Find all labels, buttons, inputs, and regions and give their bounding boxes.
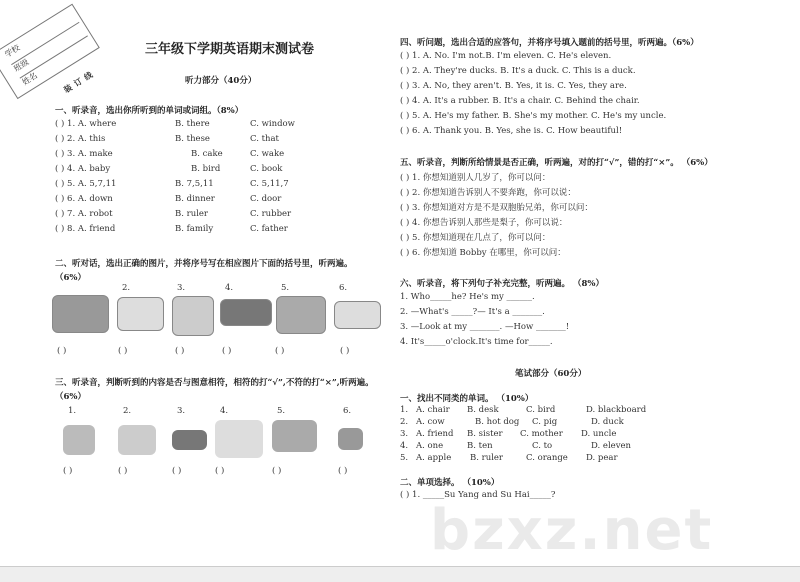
question-option: B. there bbox=[175, 119, 210, 129]
question-option: ( ) 2. A. this bbox=[55, 134, 106, 144]
question-row: ( ) 4. A. It's a rubber. B. It's a chair. C. Behind the chair. bbox=[400, 96, 640, 106]
word-option: C. mother bbox=[520, 429, 563, 439]
word-option: 1. bbox=[400, 405, 409, 415]
question-row: ( ) 1. A. No. I'm not.B. I'm eleven. C. He's eleven. bbox=[400, 51, 612, 61]
word-option: B. desk bbox=[467, 405, 499, 415]
question-option: C. door bbox=[250, 194, 282, 204]
word-option: A. apple bbox=[416, 453, 452, 463]
section2-heading: 二、听对话，选出正确的图片，并将序号写在相应图片下面的括号里，听两遍。 bbox=[55, 259, 353, 269]
picture-number: 5. bbox=[281, 283, 290, 293]
question-option: B. these bbox=[175, 134, 210, 144]
word-option: A. chair bbox=[416, 405, 450, 415]
word-option: C. to bbox=[532, 441, 553, 451]
question-option: C. that bbox=[250, 134, 279, 144]
word-option: D. uncle bbox=[581, 429, 617, 439]
picture-2 bbox=[117, 297, 164, 331]
word-option: 4. bbox=[400, 441, 409, 451]
section1-heading: 一、听录音，选出你所听到的单词或词组。（8%） bbox=[55, 106, 244, 116]
question-option: C. book bbox=[250, 164, 283, 174]
question-row: ( ) 5. A. He's my father. B. She's my mother. C. He's my uncle. bbox=[400, 111, 667, 121]
picture-3 bbox=[172, 296, 214, 336]
picture-6 bbox=[338, 428, 363, 450]
question-row: ( ) 4. 你想告诉别人那些是梨子，你可以说： bbox=[400, 218, 568, 228]
picture-number: 3. bbox=[177, 283, 186, 293]
picture-1 bbox=[63, 425, 95, 455]
written-section2-row: ( ) 1. _____Su Yang and Su Hai_____? bbox=[400, 490, 556, 500]
word-option: A. cow bbox=[416, 417, 445, 427]
word-option: B. ruler bbox=[470, 453, 503, 463]
word-option: C. bird bbox=[526, 405, 556, 415]
picture-number: 4. bbox=[220, 406, 229, 416]
word-option: D. pear bbox=[586, 453, 618, 463]
question-row: ( ) 1. 你想知道别人几岁了，你可以问： bbox=[400, 173, 551, 183]
answer-parens: ( ) bbox=[275, 346, 285, 356]
picture-5 bbox=[272, 420, 317, 452]
section3-score: （6%） bbox=[55, 392, 86, 402]
word-option: D. eleven bbox=[591, 441, 632, 451]
picture-number: 5. bbox=[277, 406, 286, 416]
written-section1-heading: 一、找出不同类的单词。 （10%） bbox=[400, 394, 534, 404]
answer-parens: ( ) bbox=[338, 466, 348, 476]
question-option: ( ) 4. A. baby bbox=[55, 164, 111, 174]
question-option: B. family bbox=[175, 224, 214, 234]
word-option: C. orange bbox=[526, 453, 568, 463]
question-option: B. dinner bbox=[175, 194, 215, 204]
question-option: ( ) 1. A. where bbox=[55, 119, 117, 129]
picture-1 bbox=[52, 295, 109, 333]
word-option: B. sister bbox=[467, 429, 503, 439]
picture-number: 6. bbox=[343, 406, 352, 416]
question-option: ( ) 5. A. 5,7,11 bbox=[55, 179, 117, 189]
class-label: 班级 bbox=[11, 22, 85, 75]
written-title: 笔试部分（60分） bbox=[515, 369, 587, 379]
picture-number: 4. bbox=[225, 283, 234, 293]
answer-parens: ( ) bbox=[118, 346, 128, 356]
section2-score: （6%） bbox=[55, 273, 86, 283]
answer-parens: ( ) bbox=[215, 466, 225, 476]
question-row: ( ) 5. 你想知道现在几点了，你可以问： bbox=[400, 233, 551, 243]
question-row: ( ) 2. 你想知道告诉别人不要奔跑，你可以说： bbox=[400, 188, 576, 198]
picture-5 bbox=[276, 296, 326, 334]
word-option: 2. bbox=[400, 417, 409, 427]
question-option: ( ) 6. A. down bbox=[55, 194, 113, 204]
word-option: 3. bbox=[400, 429, 409, 439]
question-option: C. rubber bbox=[250, 209, 292, 219]
listening-title: 听力部分（40分） bbox=[185, 76, 257, 86]
word-option: A. one bbox=[416, 441, 444, 451]
question-row: ( ) 2. A. They're ducks. B. It's a duck. C. This is a duck. bbox=[400, 66, 636, 76]
written-section2-heading: 二、单项选择。 （10%） bbox=[400, 478, 500, 488]
question-option: C. father bbox=[250, 224, 288, 234]
picture-4 bbox=[215, 420, 263, 458]
answer-parens: ( ) bbox=[222, 346, 232, 356]
question-option: C. 5,11,7 bbox=[250, 179, 289, 189]
question-row: ( ) 3. A. No, they aren't. B. Yes, it is. C. Yes, they are. bbox=[400, 81, 627, 91]
question-row: ( ) 6. A. Thank you. B. Yes, she is. C. How beautiful! bbox=[400, 126, 623, 136]
question-row: 4. It's_____o'clock.It's time for_____. bbox=[400, 337, 553, 347]
word-option: B. hot dog bbox=[475, 417, 520, 427]
question-row: ( ) 6. 你想知道 Bobby 在哪里，你可以问： bbox=[400, 248, 566, 258]
answer-parens: ( ) bbox=[175, 346, 185, 356]
page-title: 三年级下学期英语期末测试卷 bbox=[145, 42, 315, 57]
question-option: C. window bbox=[250, 119, 295, 129]
picture-2 bbox=[118, 425, 156, 455]
answer-parens: ( ) bbox=[118, 466, 128, 476]
question-option: C. wake bbox=[250, 149, 285, 159]
binding-line-label: 装订线 bbox=[61, 67, 98, 95]
section3-heading: 三、听录音，判断听到的内容是否与图意相符，相符的打“√”,不符的打“×”,听两遍。 bbox=[55, 378, 374, 388]
picture-6 bbox=[334, 301, 381, 329]
answer-parens: ( ) bbox=[340, 346, 350, 356]
picture-number: 3. bbox=[177, 406, 186, 416]
picture-number: 1. bbox=[68, 406, 77, 416]
question-row: 3. —Look at my _______. —How _______! bbox=[400, 322, 570, 332]
answer-parens: ( ) bbox=[172, 466, 182, 476]
page-bottom-bar bbox=[0, 566, 800, 582]
question-option: B. cake bbox=[191, 149, 223, 159]
picture-3 bbox=[172, 430, 207, 450]
question-option: B. bird bbox=[191, 164, 221, 174]
word-option: 5. bbox=[400, 453, 409, 463]
word-option: D. duck bbox=[591, 417, 624, 427]
question-option: B. ruler bbox=[175, 209, 208, 219]
question-option: B. 7,5,11 bbox=[175, 179, 214, 189]
picture-number: 6. bbox=[339, 283, 348, 293]
question-row: ( ) 3. 你想知道对方是不是双胞胎兄弟，你可以问： bbox=[400, 203, 593, 213]
question-row: 1. Who_____he? He's my ______. bbox=[400, 292, 535, 302]
school-label: 学校 bbox=[3, 43, 22, 60]
answer-parens: ( ) bbox=[57, 346, 67, 356]
picture-4 bbox=[220, 299, 272, 326]
word-option: B. ten bbox=[467, 441, 493, 451]
picture-number: 2. bbox=[123, 406, 132, 416]
question-row: 2. —What's _____?— It's a _______. bbox=[400, 307, 545, 317]
question-option: ( ) 7. A. robot bbox=[55, 209, 113, 219]
watermark: bzxz.net bbox=[430, 498, 714, 563]
word-option: D. blackboard bbox=[586, 405, 647, 415]
section4-heading: 四、听问题，选出合适的应答句，并将序号填入题前的括号里，听两遍。（6%） bbox=[400, 38, 699, 48]
word-option: A. friend bbox=[416, 429, 454, 439]
answer-parens: ( ) bbox=[272, 466, 282, 476]
section5-heading: 五、听录音，判断所给情景是否正确，听两遍，对的打“√”，错的打“×”。 （6%） bbox=[400, 158, 713, 168]
question-option: ( ) 8. A. friend bbox=[55, 224, 116, 234]
word-option: C. pig bbox=[532, 417, 558, 427]
question-option: ( ) 3. A. make bbox=[55, 149, 113, 159]
name-label: 姓名 bbox=[20, 35, 94, 88]
section6-heading: 六、听录音，将下列句子补充完整，听两遍。 （8%） bbox=[400, 279, 604, 289]
picture-number: 2. bbox=[122, 283, 131, 293]
answer-parens: ( ) bbox=[63, 466, 73, 476]
